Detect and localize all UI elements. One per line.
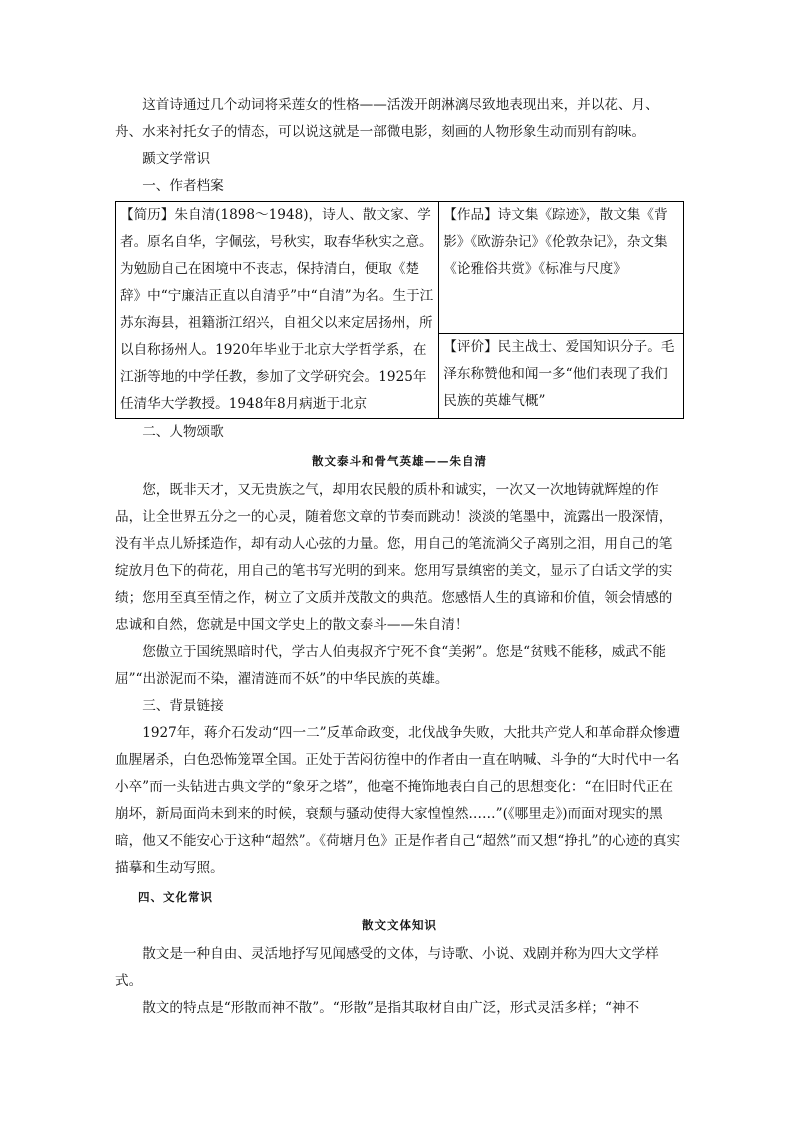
bio-text: 朱自清(1898～1948)，诗人、散文家、学者。原名自华，字佩弦，号秋实，取春华秋实之意。为勉励自己在困境中不丧志，保持清白，便取《楚辞》中“宁廉洁正直以自清乎”中“自清”为名。生于江苏东海县，祖籍浙江绍兴，自祖父以来定居扬州，所以自称扬州人。1920年毕业于北京大学哲学系，在江浙等地的中学任教，参加了文学研究会。1925年任清华大学教授。1948年8月病逝于北京	[120, 207, 434, 412]
background-paragraph: 1927年，蒋介石发动“四一二”反革命政变，北伐战争失败，大批共产党人和革命群众惨遭血腥屠杀，白色恐怖笼罩全国。正处于苦闷彷徨中的作者由一直在呐喊、斗争的“大时代中一名小卒”而一头钻进古典文学的“象牙之塔”，他毫不掩饰地表白自己的思想变化：“在旧时代正在崩坏，新局面尚未到来的时候，衰颓与骚动使得大家惶惶然……”(《哪里走》)而面对现实的黑暗，他又不能安心于这种“超然”。《荷塘月色》正是作者自己“超然”而又想“挣扎”的心迹的真实描摹和生动写照。	[115, 725, 681, 876]
author-profile-table	[115, 201, 684, 419]
section-title-culture: 四、文化常识	[138, 890, 213, 904]
section-title-praise: 二、人物颂歌	[142, 424, 224, 440]
works-cell	[439, 202, 684, 334]
culture-paragraph-1: 散文是一种自由、灵活地抒写见闻感受的文体，与诗歌、小说、戏剧并称为四大文学样式。	[115, 946, 659, 989]
comment-label: 【评价】	[443, 339, 498, 355]
section-title-background: 三、背景链接	[142, 698, 224, 714]
works-label: 【作品】	[443, 207, 498, 223]
section-title-author: 一、作者档案	[142, 178, 224, 194]
intro-paragraph: 这首诗通过几个动词将采莲女的性格——活泼开朗淋漓尽致地表现出来，并以花、月、舟、水来衬托女子的情态，可以说这就是一部微电影，刻画的人物形象生动而别有韵味。	[115, 97, 659, 140]
praise-paragraph-1: 您，既非天才，又无贵族之气，却用农民般的质朴和诚实，一次又一次地铸就辉煌的作品，让全世界五分之一的心灵，随着您文章的节奏而跳动！淡淡的笔墨中，流露出一股深情，没有半点儿矫揉造作，却有动人心弦的力量。您，用自己的笔流淌父子离别之泪，用自己的笔绽放月色下的荷花，用自己的笔书写光明的到来。您用写景缜密的美文，显示了白话文学的实绩；您用至真至情之作，树立了文质并茂散文的典范。您感悟人生的真谛和价值，领会情感的忠诚和自然，您就是中国文学史上的散文泰斗——朱自清！	[115, 482, 673, 633]
document-page	[115, 92, 684, 1022]
culture-title: 散文文体知识	[362, 918, 437, 932]
bio-label: 【简历】	[120, 207, 175, 223]
section-header: 踬文学常识	[142, 151, 211, 167]
praise-paragraph-2: 您傲立于国统黑暗时代，学古人伯夷叔齐宁死不食“美粥”。您是“贫贱不能移，威武不能屈”“出淤泥而不染，濯清涟而不妖”的中华民族的英雄。	[115, 644, 667, 687]
culture-paragraph-2: 散文的特点是“形散而神不散”。“形散”是指其取材自由广泛，形式灵活多样；“神不	[142, 1000, 640, 1016]
works-text: 诗文集《踪迹》，散文集《背影》《欧游杂记》《伦敦杂记》，杂文集《论雅俗共赏》《标准与尺度》	[443, 207, 668, 277]
comment-text: 民主战士、爱国知识分子。毛泽东称赞他和闻一多“他们表现了我们民族的英雄气概”	[443, 339, 675, 409]
bio-cell	[116, 202, 439, 419]
praise-title: 散文泰斗和骨气英雄——朱自清	[312, 454, 487, 468]
comment-cell	[439, 334, 684, 419]
